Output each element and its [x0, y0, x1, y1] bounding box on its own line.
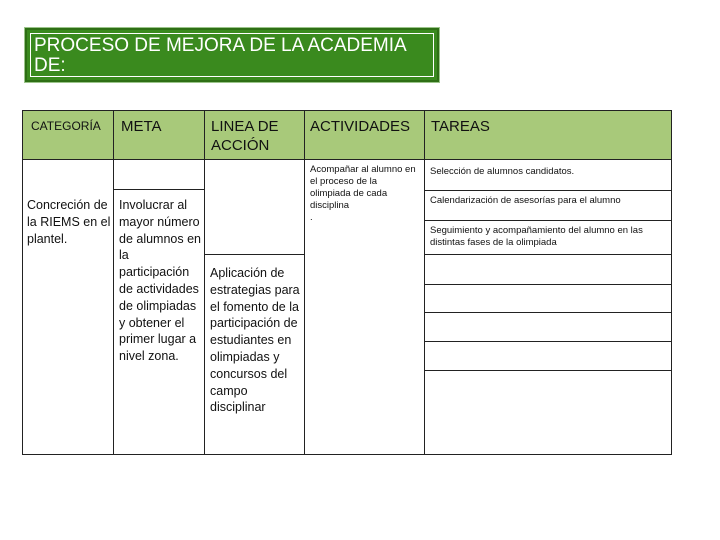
cell-actividades: Acompañar al alumno en el proceso de la olimpiada de cada disciplina .	[310, 164, 416, 223]
title-banner	[25, 28, 439, 82]
process-table	[22, 110, 672, 455]
header-actividades: ACTIVIDADES	[310, 118, 411, 135]
row-divider	[204, 254, 304, 255]
task-item: Selección de alumnos candidatos.	[430, 166, 575, 177]
task-item: Seguimiento y acompañamiento del alumno en las distintas fases de la olimpiada	[430, 225, 643, 248]
header-tareas: TAREAS	[431, 118, 490, 135]
row-divider	[113, 189, 204, 190]
task-row-divider	[424, 312, 671, 313]
column-divider	[113, 111, 114, 454]
task-item: Calendarización de asesorías para el alumno	[430, 195, 621, 206]
header-meta: META	[121, 118, 162, 135]
page-title: PROCESO DE MEJORA DE LA ACADEMIA DE:	[34, 35, 406, 76]
column-divider	[204, 111, 205, 454]
header-divider	[23, 159, 671, 160]
column-divider	[304, 111, 305, 454]
task-row-divider	[424, 254, 671, 255]
header-linea-de-accion: LINEA DE ACCIÓN	[211, 118, 279, 154]
cell-linea-de-accion: Aplicación de estrategias para el fomento de la participación de estudiantes en olimpiadas y concursos del campo disciplinar	[210, 266, 300, 415]
task-row-divider	[424, 190, 671, 191]
task-row-divider	[424, 341, 671, 342]
task-row-divider	[424, 370, 671, 371]
column-divider	[424, 111, 425, 454]
header-categoria: CATEGORÍA	[31, 119, 101, 133]
cell-meta: Involucrar al mayor número de alumnos en la participación de actividades de olimpiadas y obtener el primer lugar a nivel zona.	[119, 198, 202, 364]
cell-categoria: Concreción de la RIEMS en el plantel.	[27, 198, 111, 246]
task-row-divider	[424, 284, 671, 285]
task-row-divider	[424, 220, 671, 221]
